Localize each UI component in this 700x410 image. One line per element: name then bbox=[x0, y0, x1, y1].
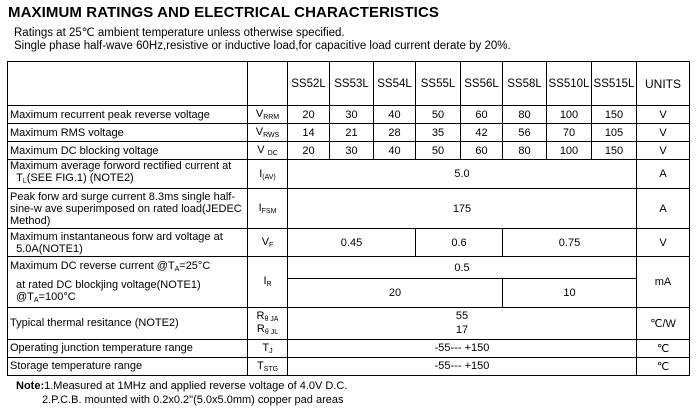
cell-value: 80 bbox=[503, 106, 547, 124]
page-title: MAXIMUM RATINGS AND ELECTRICAL CHARACTERISTICS bbox=[8, 4, 439, 21]
row-symbol: $V_{RRM}$ bbox=[248, 106, 288, 124]
cell-value: 10 bbox=[503, 279, 637, 308]
cell-value: 150 bbox=[592, 106, 637, 124]
row-description: Maximum average forword rectified current at $T_L(SEE$ FIG.1) (NOTE2) bbox=[8, 160, 248, 189]
cell-value: 28 bbox=[374, 124, 416, 142]
cell-unit: A bbox=[637, 189, 690, 229]
cell-value: 70 bbox=[547, 124, 592, 142]
header-blank-sym bbox=[248, 62, 288, 106]
cell-value: 30 bbox=[330, 142, 374, 160]
cell-value: 35 bbox=[416, 124, 461, 142]
cell-unit: A bbox=[637, 160, 690, 189]
cell-unit: ℃/W bbox=[637, 307, 690, 339]
table-row bbox=[8, 357, 690, 375]
model-header: SS56L bbox=[461, 62, 503, 106]
cell-value: 0.5 bbox=[288, 257, 637, 279]
row-description: Storage temperature range bbox=[8, 357, 248, 375]
cell-value: 14 bbox=[288, 124, 330, 142]
table-row bbox=[8, 339, 690, 357]
header-blank-desc bbox=[8, 62, 248, 106]
row-symbol: V $_{DC}$ bbox=[248, 142, 288, 160]
table-row bbox=[8, 279, 690, 308]
row-description: Maximum instantaneous forw ard voltage at 5.0A(NOTE1) bbox=[8, 229, 248, 257]
header-row bbox=[8, 62, 690, 106]
cell-value: 20 bbox=[288, 142, 330, 160]
row-symbol: $I_{(AV)}$ bbox=[248, 160, 288, 189]
cell-unit: mA bbox=[637, 257, 690, 308]
cell-value: 40 bbox=[374, 106, 416, 124]
cell-value: 55 17 bbox=[288, 307, 637, 339]
row-symbol: $I_{FSM}$ bbox=[248, 189, 288, 229]
conditions-line-2: Single phase half-wave 60Hz,resistive or inductive load,for capacitive load current derate by 20%. bbox=[14, 40, 511, 52]
model-header: SS53L bbox=[330, 62, 374, 106]
cell-unit: V bbox=[637, 106, 690, 124]
cell-value: 80 bbox=[503, 142, 547, 160]
cell-unit: V bbox=[637, 124, 690, 142]
cell-value: 56 bbox=[503, 124, 547, 142]
row-symbol: $I_R$ bbox=[248, 257, 288, 308]
row-description: Typical thermal resitance (NOTE2) bbox=[8, 307, 248, 339]
note-2: 2.P.C.B. mounted with 0.2x0.2"(5.0x5.0mm) copper pad areas bbox=[42, 394, 344, 406]
row-symbol: $R_{\theta JA}$ $R_{\theta JL}$ bbox=[248, 307, 288, 339]
table-row bbox=[8, 160, 690, 189]
cell-value: 50 bbox=[416, 106, 461, 124]
table-row bbox=[8, 124, 690, 142]
cell-value: 40 bbox=[374, 142, 416, 160]
cell-value: 100 bbox=[547, 142, 592, 160]
row-symbol: $V_F$ bbox=[248, 229, 288, 257]
cell-unit: ℃ bbox=[637, 339, 690, 357]
cell-value: 20 bbox=[288, 106, 330, 124]
model-header: SS510L bbox=[547, 62, 592, 106]
cell-value: 0.6 bbox=[416, 229, 503, 257]
table-row bbox=[8, 307, 690, 339]
units-header: UNITS bbox=[637, 62, 690, 106]
cell-unit: ℃ bbox=[637, 357, 690, 375]
cell-unit: V bbox=[637, 142, 690, 160]
table-row bbox=[8, 189, 690, 229]
cell-value: 60 bbox=[461, 106, 503, 124]
model-header: SS52L bbox=[288, 62, 330, 106]
row-description: Maximum RMS voltage bbox=[8, 124, 248, 142]
model-header: SS515L bbox=[592, 62, 637, 106]
row-description: Peak forw ard surge current 8.3ms single half- sine-w ave superimposed on rated load(JEDEC Method) bbox=[8, 189, 248, 229]
model-header: SS55L bbox=[416, 62, 461, 106]
cell-value: 105 bbox=[592, 124, 637, 142]
cell-value: -55--- +150 bbox=[288, 339, 637, 357]
conditions-line-1: Ratings at 25℃ ambient temperature unless otherwise specified. bbox=[14, 27, 345, 39]
cell-value: 30 bbox=[330, 106, 374, 124]
cell-value: 21 bbox=[330, 124, 374, 142]
row-description: at rated DC blockjing voltage(NOTE1) $@T_A=100^\circ C$ bbox=[8, 279, 248, 308]
row-description: Maximum DC reverse current $@T_A=25^\circ C$ bbox=[8, 257, 248, 279]
cell-value: 150 bbox=[592, 142, 637, 160]
cell-value: 60 bbox=[461, 142, 503, 160]
cell-value: 100 bbox=[547, 106, 592, 124]
cell-value: 42 bbox=[461, 124, 503, 142]
table-row bbox=[8, 229, 690, 257]
cell-value: 50 bbox=[416, 142, 461, 160]
row-symbol: $T_{STG}$ bbox=[248, 357, 288, 375]
cell-value: -55--- +150 bbox=[288, 357, 637, 375]
row-description: Operating junction temperature range bbox=[8, 339, 248, 357]
model-header: SS54L bbox=[374, 62, 416, 106]
note-1: Note:1.Measured at 1MHz and applied reverse voltage of 4.0V D.C. bbox=[16, 380, 348, 392]
cell-unit: V bbox=[637, 229, 690, 257]
row-description: Maximum DC blocking voltage bbox=[8, 142, 248, 160]
cell-value: 5.0 bbox=[288, 160, 637, 189]
row-symbol: $T_J$ bbox=[248, 339, 288, 357]
model-header: SS58L bbox=[503, 62, 547, 106]
table-row bbox=[8, 142, 690, 160]
row-symbol: $V_{RWS}$ bbox=[248, 124, 288, 142]
ratings-table bbox=[7, 61, 690, 376]
cell-value: 175 bbox=[288, 189, 637, 229]
table-row bbox=[8, 257, 690, 279]
cell-value: 0.75 bbox=[503, 229, 637, 257]
cell-value: 0.45 bbox=[288, 229, 416, 257]
cell-value: 20 bbox=[288, 279, 503, 308]
table-row bbox=[8, 106, 690, 124]
row-description: Maximum recurrent peak reverse voltage bbox=[8, 106, 248, 124]
